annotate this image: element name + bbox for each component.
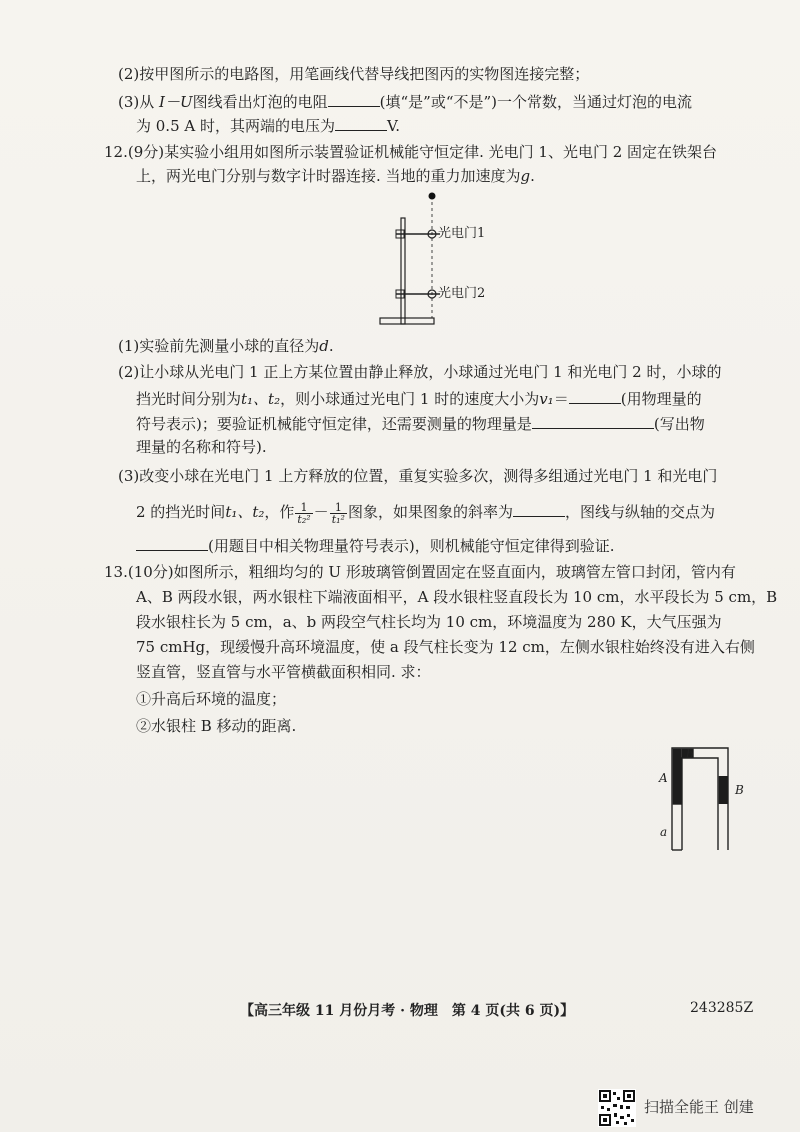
frac2-num: 1: [330, 502, 347, 514]
q11-p3-c: (填“是”或“不是”)一个常数，当通过灯泡的电流: [379, 93, 693, 111]
q12-blank-intercept[interactable]: [136, 534, 208, 551]
q12-s3-l1: (3)改变小球在光电门 1 上方释放的位置，重复实验多次，测得多组通过光电门 1 和光电门: [118, 467, 718, 485]
paper-code: 243285Z: [690, 1000, 754, 1016]
q12-step3-line2: [136, 500, 715, 525]
q12-s1-a: (1)实验前先测量小球的直径为: [118, 337, 320, 355]
q12-step2-line3: [136, 412, 705, 434]
q11-part3-line1: [118, 90, 692, 112]
frac1-den: t₂²: [297, 512, 311, 526]
mercury-B: [719, 776, 728, 804]
q12-blank-quantity[interactable]: [532, 412, 654, 429]
q12-s3-t: t₁、t₂: [225, 503, 265, 521]
label-B: B: [735, 783, 744, 797]
q12-d: d: [319, 337, 329, 355]
ball-icon: [429, 193, 436, 200]
q12-step2-line1: [118, 362, 722, 382]
q11-blank-voltage[interactable]: [335, 114, 387, 131]
q12-s3-l2-c: 图象，如果图象的斜率为: [347, 503, 513, 521]
fraction-1-over-t2sq: [295, 502, 312, 525]
q12-s2-l2-a: 挡光时间分别为: [136, 390, 242, 408]
u-tube-diagram: [660, 740, 750, 860]
q13-line1: 13.(10分)如图所示，粗细均匀的 U 形玻璃管倒置固定在竖直面内，玻璃管左管口封闭，管内有: [104, 563, 736, 581]
q13-line2: A、B 两段水银，两水银柱下端液面相平，A 段水银柱竖直段长为 10 cm，水平段长为 5 cm，B: [136, 588, 778, 606]
q12-s2-t: t₁、t₂: [241, 390, 281, 408]
gate1-label: 光电门1: [438, 226, 486, 241]
q11-p3-b: 图线看出灯泡的电阻: [192, 93, 328, 111]
q11-part3-line2: [136, 114, 400, 136]
label-A: A: [659, 771, 668, 785]
q12-intro2-a: 上，两光电门分别与数字计时器连接. 当地的重力加速度为: [136, 167, 521, 185]
q12-s1-b: .: [328, 337, 334, 355]
q13-line7: ②水银柱 B 移动的距离.: [136, 717, 297, 735]
q12-s2-l3-a: 符号表示)；要验证机械能守恒定律，还需要测量的物理量是: [136, 415, 532, 433]
q12-s2-l2-b: ，则小球通过光电门 1 时的速度大小为: [280, 390, 540, 408]
q12-intro-line2: [136, 166, 535, 186]
photogate-apparatus-diagram: [370, 188, 510, 330]
frac-minus: －: [313, 503, 329, 521]
q12-step3-line1: [118, 466, 717, 486]
q12-s2-v1: v₁: [539, 390, 554, 408]
q12-s3-l2-b: ，作: [264, 503, 295, 521]
q12-s2-l2-d: (用物理量的: [620, 390, 702, 408]
q12-s2-l3-b: (写出物: [653, 415, 705, 433]
q12-intro1: 12.(9分)某实验小组用如图所示装置验证机械能守恒定律. 光电门 1、光电门 2 固定在铁架台: [104, 143, 718, 161]
q11-p3-d: 为 0.5 A 时，其两端的电压为: [136, 117, 335, 135]
q12-intro-line1: [104, 142, 717, 162]
q12-s2-l1: (2)让小球从光电门 1 正上方某位置由静止释放，小球通过光电门 1 和光电门 2 时，小球的: [118, 363, 722, 381]
q12-s3-l2-a: 2 的挡光时间: [136, 503, 226, 521]
qr-code-icon: [598, 1089, 636, 1127]
scanner-watermark: 扫描全能王 创建: [644, 1098, 754, 1116]
q12-blank-slope[interactable]: [513, 500, 565, 517]
q12-intro2-b: .: [530, 167, 535, 185]
q12-step2-line2: [136, 387, 702, 409]
q11-blank-resistance[interactable]: [328, 90, 380, 107]
mercury-A-vertical: [673, 749, 682, 805]
q12-s2-l4: 理量的名称和符号).: [136, 438, 267, 456]
q12-s2-eq: ＝: [553, 390, 569, 408]
q12-step3-line3: [136, 534, 614, 556]
q13-line5: 竖直管，竖直管与水平管横截面积相同. 求：: [136, 663, 431, 681]
q13-line4: 75 cmHg，现缓慢升高环境温度，使 a 段气柱长变为 12 cm，左侧水银柱始终没有进入右侧: [136, 638, 755, 656]
q12-step2-line4: [136, 437, 267, 457]
q12-blank-velocity[interactable]: [569, 387, 621, 404]
frac1-num: 1: [295, 502, 312, 514]
label-b: b: [686, 747, 694, 761]
q12-s3-l3: (用题目中相关物理量符号表示)，则机械能守恒定律得到验证.: [208, 537, 615, 555]
page-footer: 【高三年级 11 月份月考 · 物理 第 4 页(共 6 页)】: [240, 1003, 575, 1019]
q13-line3: 段水银柱长为 5 cm，a、b 两段空气柱长均为 10 cm，环境温度为 280 K，大气压强为: [136, 613, 722, 631]
q12-step1: [118, 336, 334, 356]
frac2-den: t₁²: [331, 512, 345, 526]
label-a: a: [660, 825, 668, 839]
stand-base: [380, 318, 434, 324]
q11-part2-text: (2)按甲图所示的电路图，用笔画线代替导线把图丙的实物图连接完整；: [118, 65, 590, 83]
q12-s3-l2-d: ，图线与纵轴的交点为: [564, 503, 715, 521]
q11-p3-a: (3)从: [118, 93, 155, 111]
q11-part2: [118, 64, 589, 84]
gate2-label: 光电门2: [438, 286, 486, 301]
fraction-1-over-t1sq: [330, 502, 347, 525]
q11-p3-iu: I－U: [159, 93, 193, 111]
q13-line6: ①升高后环境的温度；: [136, 690, 287, 708]
q12-g: g: [520, 167, 531, 185]
q11-p3-e: V.: [387, 117, 400, 135]
